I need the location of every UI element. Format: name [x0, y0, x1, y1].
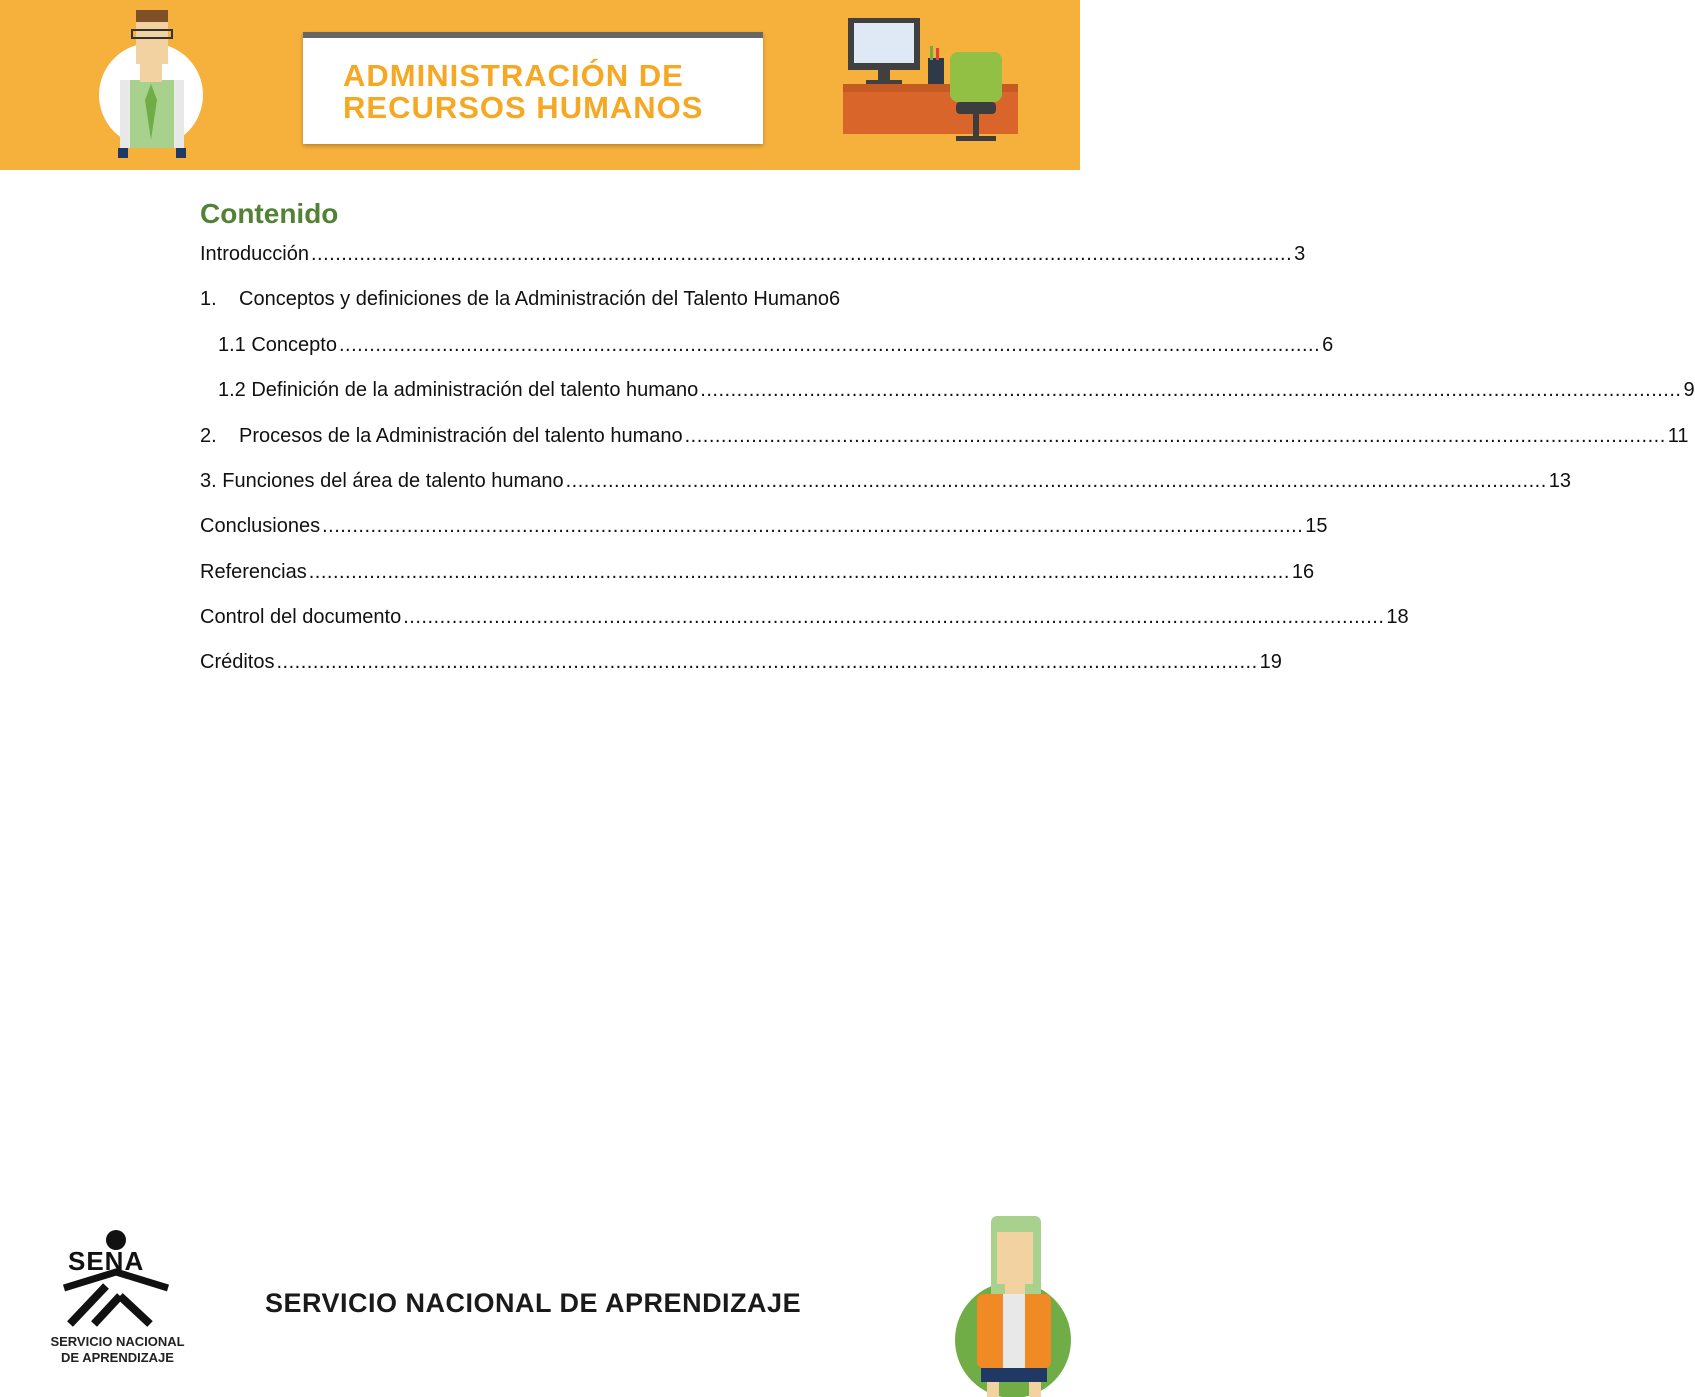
- dot-leader: ..................................................................................................................................................................: [308, 561, 1290, 583]
- toc-entry-text: 1.1 Concepto: [218, 334, 337, 356]
- dot-leader: ..................................................................................................................................................................: [684, 425, 1666, 447]
- toc-page-number: 16: [1291, 561, 1315, 583]
- toc-page-number: 18: [1386, 606, 1409, 628]
- toc-entry-introduccion[interactable]: [200, 240, 1306, 268]
- footer-title: SERVICIO NACIONAL DE APRENDIZAJE: [265, 1288, 802, 1318]
- title-line-1: ADMINISTRACIÓN DE: [343, 58, 684, 93]
- dot-leader: ..................................................................................................................................................................: [310, 243, 1293, 265]
- toc-page-number: 15: [1305, 515, 1328, 537]
- toc-entry-text: Control del documento: [200, 606, 402, 628]
- toc-page-number: 19: [1259, 651, 1282, 673]
- businesswoman-illustration: [945, 1210, 1080, 1397]
- sena-logo-subtitle-2: DE APRENDIZAJE: [61, 1350, 174, 1365]
- toc-entry-referencias[interactable]: [200, 558, 1315, 586]
- toc-entry-label: Conceptos y definiciones de la Administración del Talento Humano: [239, 288, 829, 310]
- toc-page-number: 13: [1548, 470, 1572, 492]
- toc-entry-funciones[interactable]: [200, 467, 1572, 495]
- sena-logo: [40, 1228, 195, 1368]
- toc-entry-text: Créditos: [200, 651, 275, 673]
- dot-leader: ..................................................................................................................................................................: [565, 470, 1547, 492]
- toc-entry-number: 1.: [200, 288, 217, 310]
- businessman-illustration: [92, 0, 212, 165]
- toc-page-number: 6: [1322, 334, 1334, 356]
- toc-entry-creditos[interactable]: [200, 648, 1282, 676]
- toc-entry-conceptos[interactable]: [200, 285, 879, 313]
- toc-page-number: 9: [1683, 379, 1695, 401]
- toc-entry-text: Conclusiones: [200, 515, 321, 537]
- toc-page-number: 3: [1294, 243, 1306, 265]
- dot-leader: ..................................................................................................................................................................: [322, 515, 1304, 537]
- title-card: [303, 32, 763, 144]
- toc-entry-definicion[interactable]: [218, 376, 1695, 404]
- dot-leader: ..................................................................................................................................................................: [700, 379, 1682, 401]
- toc-entry-control[interactable]: [200, 603, 1409, 631]
- toc-heading: Contenido: [200, 198, 339, 229]
- title-line-2: RECURSOS HUMANOS: [343, 90, 704, 125]
- toc-page-number: 11: [1667, 425, 1689, 447]
- toc-entry-text: Introducción: [200, 243, 309, 265]
- toc-entry-label: Procesos de la Administración del talento humano: [239, 425, 683, 447]
- dot-leader: ..................................................................................................................................................................: [338, 334, 1321, 356]
- dot-leader: ..................................................................................................................................................................: [403, 606, 1385, 628]
- sena-logo-subtitle-1: SERVICIO NACIONAL: [50, 1334, 185, 1349]
- toc-page-number: 6: [828, 288, 841, 310]
- toc-entry-procesos[interactable]: [200, 422, 1689, 450]
- sena-logo-word: SENA: [68, 1246, 145, 1276]
- toc-entry-concepto[interactable]: [218, 331, 1334, 359]
- office-desk-illustration: [838, 10, 1028, 160]
- toc-entry-text: 3. Funciones del área de talento humano: [200, 470, 564, 492]
- toc-entry-number: 2.: [200, 425, 217, 447]
- dot-leader: ..................................................................................................................................................................: [276, 651, 1258, 673]
- toc-entry-text: [200, 285, 829, 313]
- toc-entry-text: 1.2 Definición de la administración del talento humano: [218, 379, 699, 401]
- toc-entry-text: Referencias: [200, 561, 307, 583]
- toc-entry-conclusiones[interactable]: [200, 512, 1328, 540]
- header-banner: [0, 0, 1080, 170]
- toc-entry-text: [200, 422, 683, 450]
